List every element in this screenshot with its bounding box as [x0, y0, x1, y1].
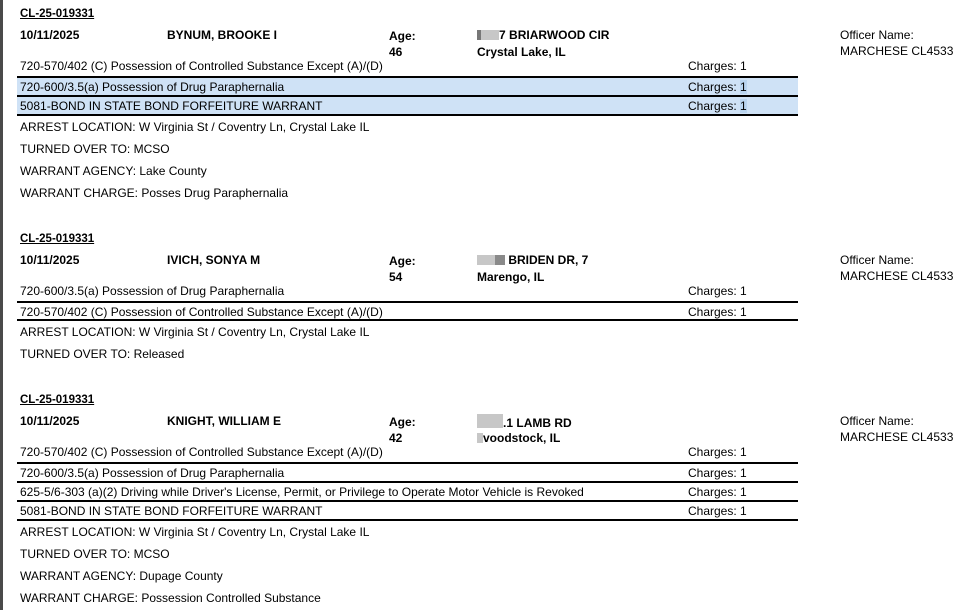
arrest-location: ARREST LOCATION: W Virginia St / Coventry Ln, Crystal Lake IL	[20, 325, 370, 339]
address-street-visible: BRIARWOOD CIR	[509, 28, 610, 42]
charge-count: Charges: 1	[688, 99, 747, 113]
address-city: Marengo, IL	[477, 270, 545, 284]
divider	[17, 319, 798, 321]
viewer-left-edge	[0, 0, 3, 610]
address-city: voodstock, IL	[477, 431, 560, 445]
turned-over-to: TURNED OVER TO: MCSO	[20, 547, 170, 561]
officer-name-label: Officer Name:	[840, 253, 914, 267]
address-street	[477, 253, 588, 267]
officer-name: MARCHESE CL4533	[840, 44, 954, 58]
age-label: Age:	[389, 29, 416, 43]
officer-name-label: Officer Name:	[840, 414, 914, 428]
arrest-date: 10/11/2025	[20, 253, 80, 267]
age-value: 42	[389, 431, 403, 445]
person-name: IVICH, SONYA M	[167, 253, 261, 267]
charge-row	[17, 282, 798, 301]
charge-row	[17, 481, 798, 500]
charge-text: 720-570/402 (C) Possession of Controlled Substance Except (A)/(D)	[20, 305, 383, 319]
address-street-partial: .1	[503, 416, 514, 430]
address-street-partial: 7	[499, 28, 506, 42]
turned-over-to: TURNED OVER TO: MCSO	[20, 142, 170, 156]
turned-over-to: TURNED OVER TO: Released	[20, 347, 185, 361]
charge-count: Charges: 1	[688, 284, 747, 298]
charge-text: 5081-BOND IN STATE BOND FORFEITURE WARRANT	[20, 99, 323, 113]
charge-row	[17, 57, 798, 76]
case-number: CL-25-019331	[20, 8, 95, 20]
charge-row	[17, 500, 798, 519]
arrest-date: 10/11/2025	[20, 414, 80, 428]
arrest-location: ARREST LOCATION: W Virginia St / Coventry Ln, Crystal Lake IL	[20, 120, 370, 134]
charge-count: Charges: 1	[688, 466, 747, 480]
charge-count: Charges: 1	[688, 80, 747, 94]
charge-count: Charges: 1	[688, 305, 747, 319]
age-value: 46	[389, 45, 403, 59]
charge-text: 720-600/3.5(a) Possession of Drug Paraphernalia	[20, 284, 285, 298]
officer-name: MARCHESE CL4533	[840, 430, 954, 444]
charge-count: Charges: 1	[688, 485, 747, 499]
person-name: KNIGHT, WILLIAM E	[167, 414, 281, 428]
officer-name-label: Officer Name:	[840, 28, 914, 42]
address-street	[477, 28, 609, 42]
charge-text: 720-600/3.5(a) Possession of Drug Paraphernalia	[20, 466, 285, 480]
address-street-visible: LAMB RD	[516, 416, 572, 430]
arrest-date: 10/11/2025	[20, 28, 80, 42]
charge-count: Charges: 1	[688, 504, 747, 518]
charge-row	[17, 462, 798, 481]
warrant-agency: WARRANT AGENCY: Dupage County	[20, 569, 223, 583]
charge-row	[17, 95, 798, 114]
arrest-location: ARREST LOCATION: W Virginia St / Coventry Ln, Crystal Lake IL	[20, 525, 370, 539]
officer-name: MARCHESE CL4533	[840, 269, 954, 283]
charge-row	[17, 76, 798, 95]
charge-text: 720-600/3.5(a) Possession of Drug Paraphernalia	[20, 80, 285, 94]
warrant-agency: WARRANT AGENCY: Lake County	[20, 164, 207, 178]
charge-row	[17, 301, 798, 320]
redaction-mark	[495, 255, 505, 265]
redaction-mark	[481, 30, 499, 40]
redaction-mark	[477, 414, 503, 428]
charge-count: Charges: 1	[688, 445, 747, 459]
charge-text: 5081-BOND IN STATE BOND FORFEITURE WARRANT	[20, 504, 323, 518]
case-number: CL-25-019331	[20, 394, 95, 406]
charge-text: 720-570/402 (C) Possession of Controlled Substance Except (A)/(D)	[20, 445, 383, 459]
warrant-charge: WARRANT CHARGE: Possession Controlled Substance	[20, 591, 321, 605]
charge-count: Charges: 1	[688, 59, 747, 73]
address-street	[477, 414, 572, 430]
divider	[17, 114, 798, 116]
charge-text: 625-5/6-303 (a)(2) Driving while Driver's License, Permit, or Privilege to Operate Motor Vehicle is Revoked	[20, 485, 584, 499]
age-label: Age:	[389, 254, 416, 268]
address-city: Crystal Lake, IL	[477, 45, 566, 59]
age-value: 54	[389, 270, 403, 284]
charge-row	[17, 443, 798, 462]
age-label: Age:	[389, 415, 416, 429]
person-name: BYNUM, BROOKE I	[167, 28, 278, 42]
redaction-mark	[477, 255, 495, 265]
case-number: CL-25-019331	[20, 233, 95, 245]
warrant-charge: WARRANT CHARGE: Posses Drug Paraphernalia	[20, 186, 289, 200]
address-street-visible: BRIDEN DR, 7	[508, 253, 589, 267]
charge-text: 720-570/402 (C) Possession of Controlled Substance Except (A)/(D)	[20, 59, 383, 73]
divider	[17, 519, 798, 521]
